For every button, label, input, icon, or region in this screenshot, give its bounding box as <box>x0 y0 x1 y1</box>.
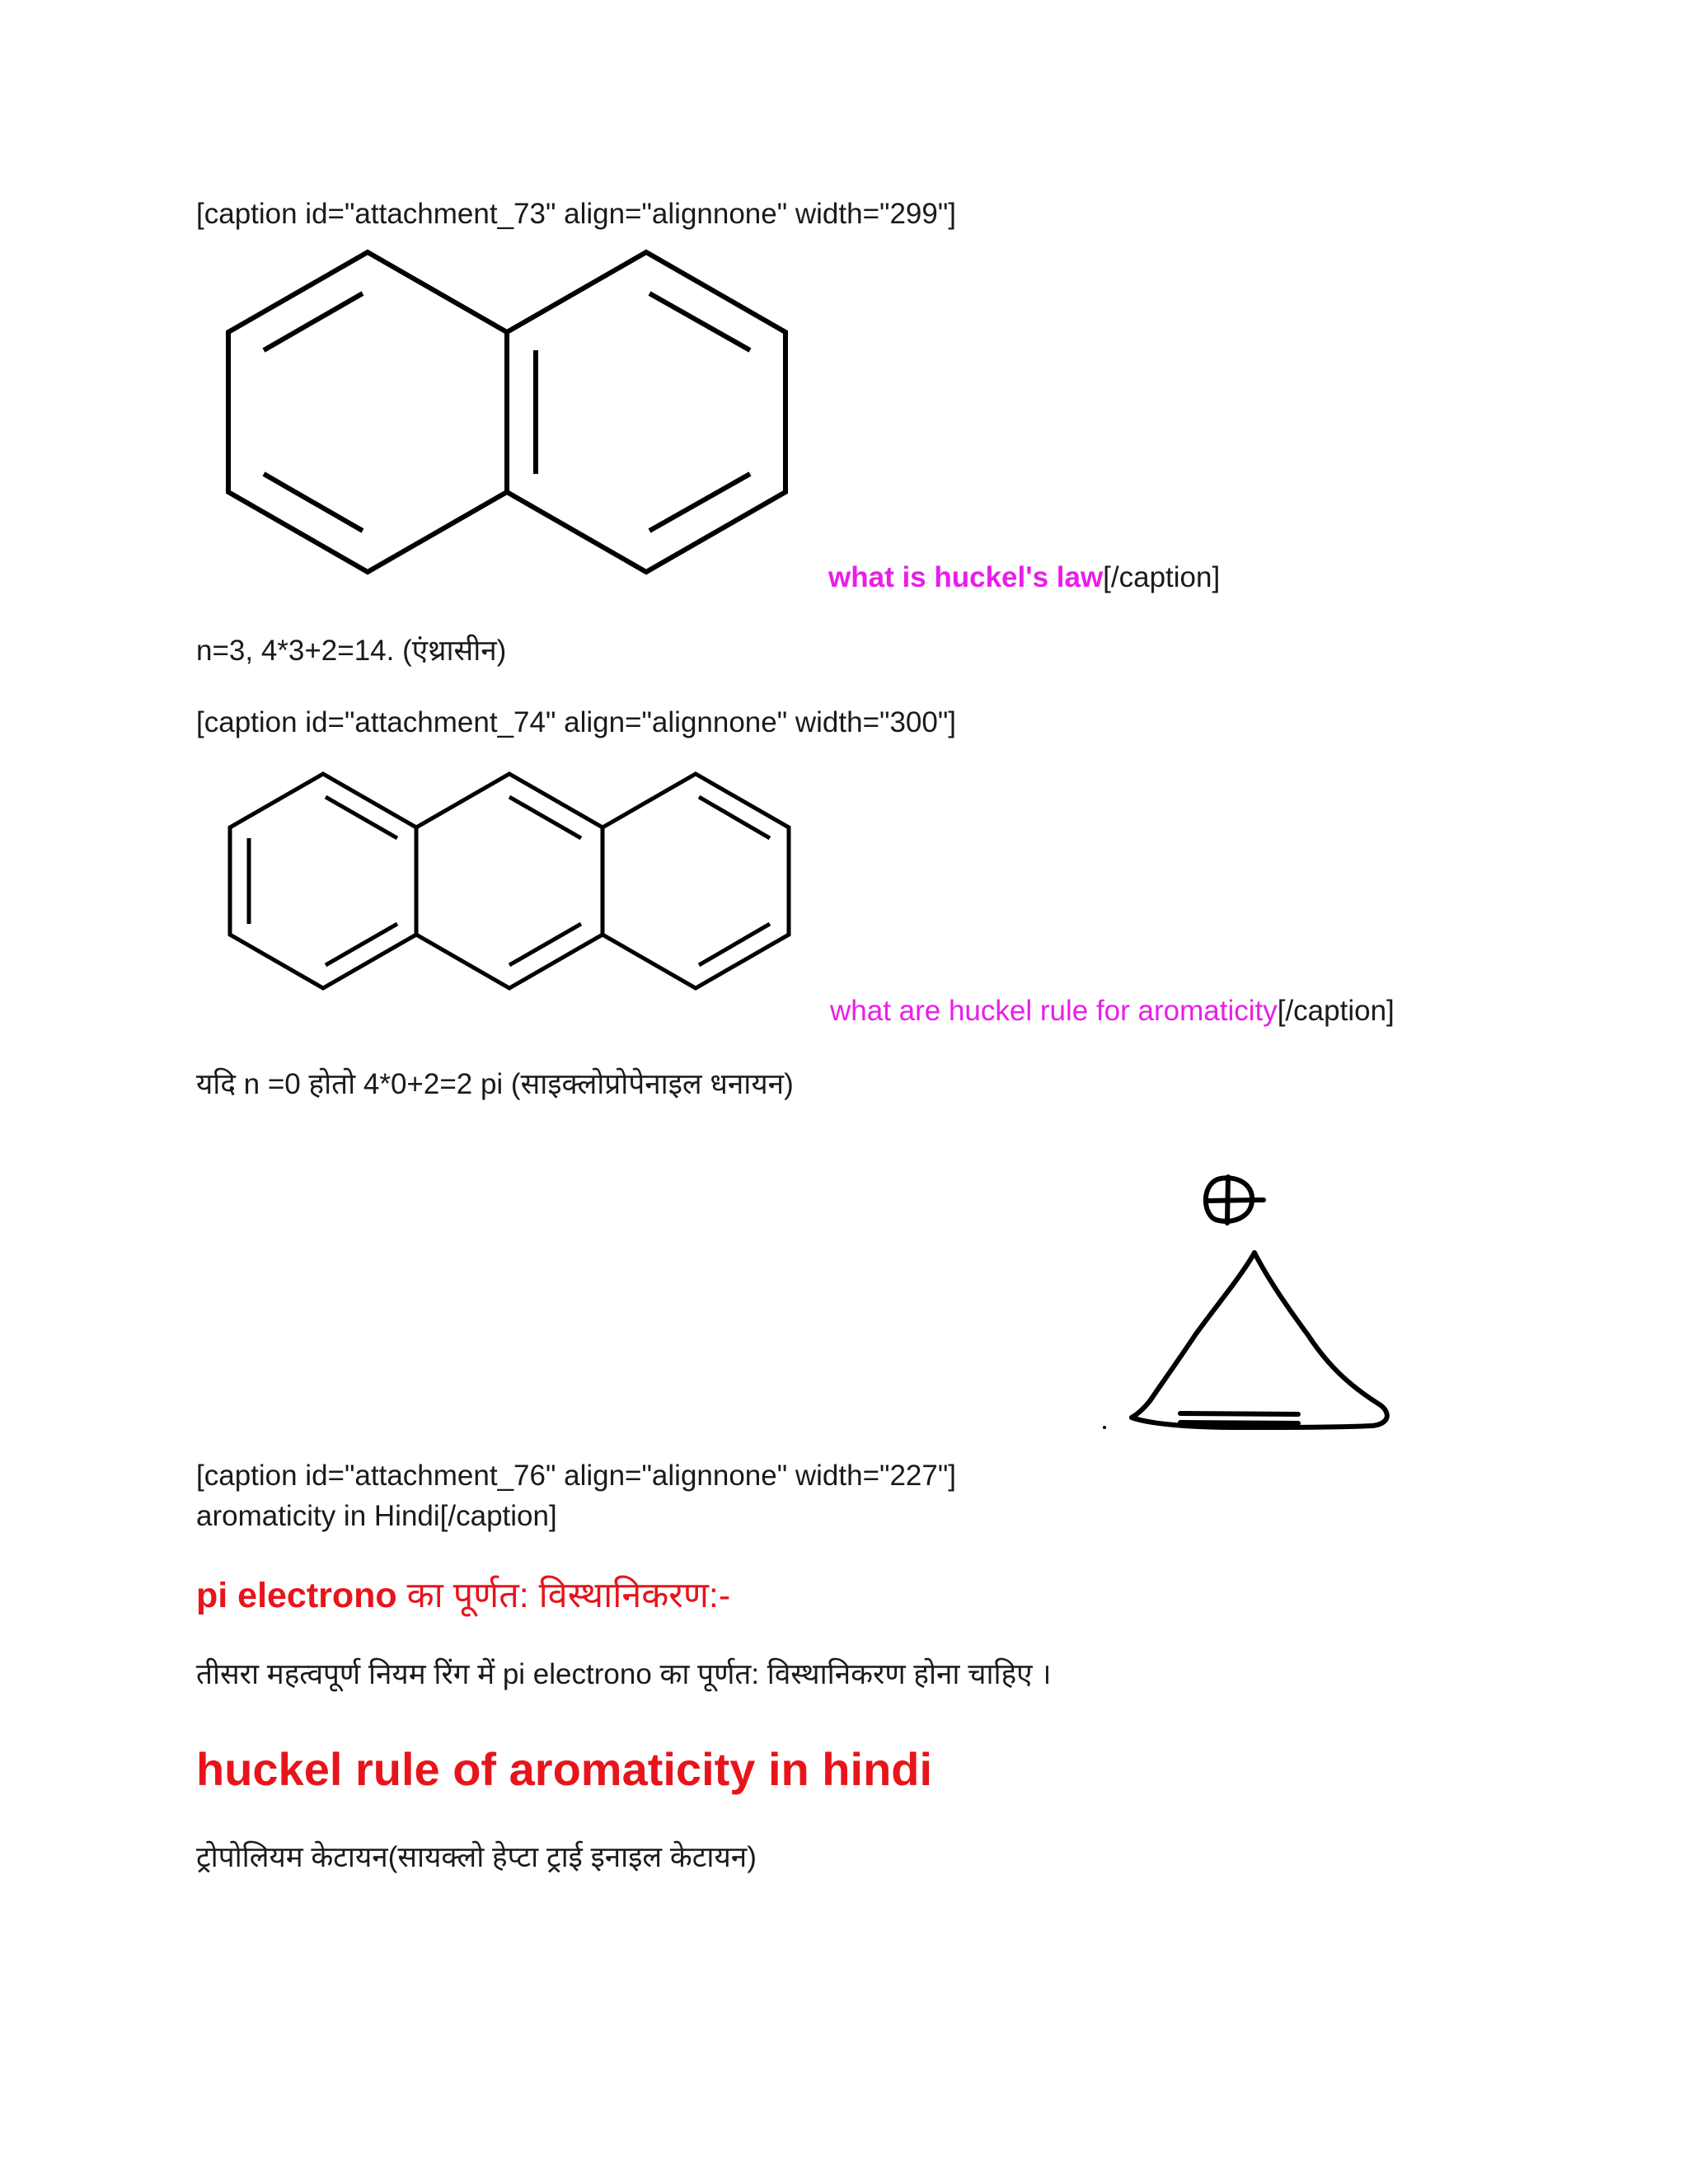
rule-3-text: तीसरा महत्वपूर्ण नियम रिंग में pi electrono का पूर्णत: विस्थानिकरण होना चाहिए । <box>196 1658 1052 1690</box>
heading-delocalization-en: pi electrono <box>196 1576 397 1615</box>
caption-2-text <box>830 991 1395 1031</box>
caption-close-2: [/caption] <box>1277 995 1395 1027</box>
caption-link-huckel-rule-aromaticity[interactable]: what are huckel rule for aromaticity <box>830 995 1278 1027</box>
fused-ring-structure-1 <box>223 247 799 577</box>
fused-ring-structure-2 <box>223 771 799 1001</box>
heading-delocalization-hi: का पूर्णत: विस्थानिकरण:- <box>396 1576 731 1615</box>
caption-3-text: aromaticity in Hindi[/caption] <box>196 1500 557 1532</box>
caption-shortcode-76: [caption id="attachment_76" align="alignnone" width="227"] <box>196 1460 956 1492</box>
cyclopropenyl-formula: यदि n =0 होतो 4*0+2=2 pi (साइक्लोप्रोपेनाइल धनायन) <box>196 1068 794 1100</box>
tropolium-cation-text: ट्रोपोलियम केटायन(सायक्लो हेप्टा ट्राई इनाइल केटायन) <box>196 1841 757 1873</box>
caption-shortcode-74: [caption id="attachment_74" align="alignnone" width="300"] <box>196 706 956 738</box>
caption-1-text <box>828 558 1220 598</box>
caption-shortcode-73: [caption id="attachment_73" align="alignnone" width="299"] <box>196 198 956 230</box>
caption-close-1: [/caption] <box>1103 561 1221 593</box>
anthracene-formula: n=3, 4*3+2=14. (एंथ्रासीन) <box>196 635 507 667</box>
cyclopropenyl-cation-drawing <box>1092 1162 1405 1459</box>
heading-delocalization <box>196 1571 730 1620</box>
caption-link-huckels-law[interactable]: what is huckel's law <box>828 561 1104 593</box>
heading-huckel-rule: huckel rule of aromaticity in hindi <box>196 1743 933 1795</box>
